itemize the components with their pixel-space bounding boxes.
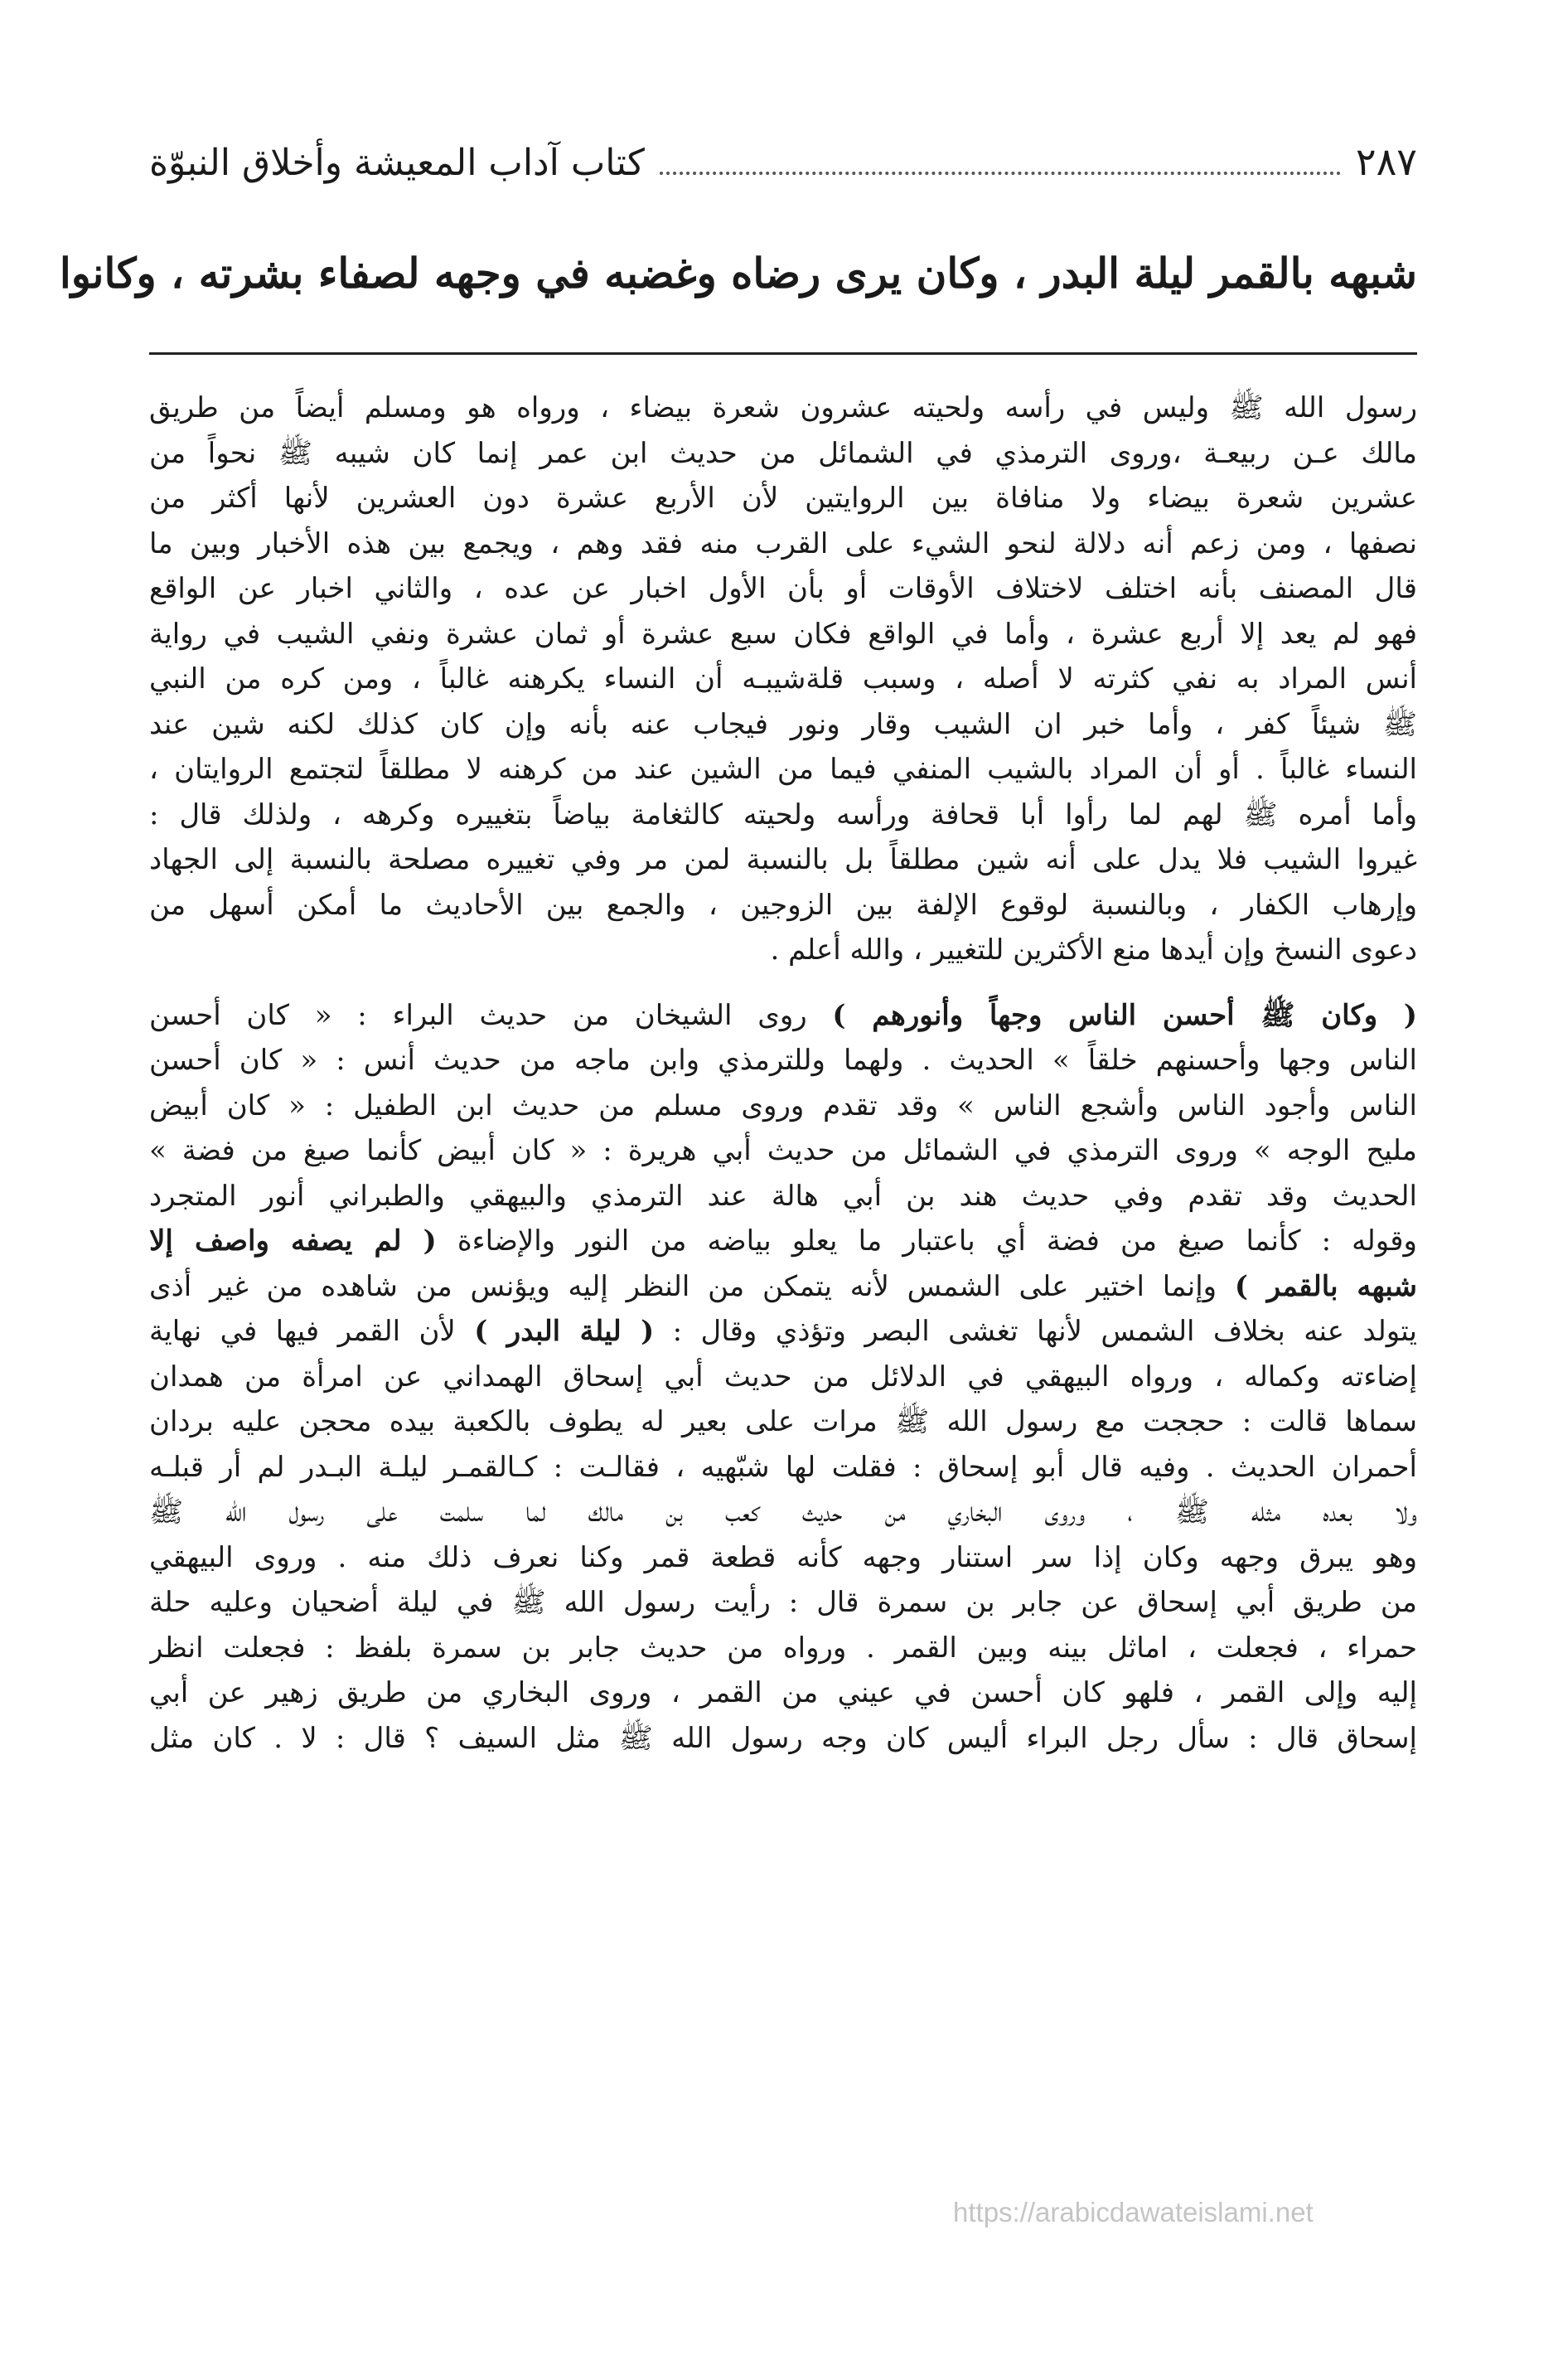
paragraph-line: إضاءته وكماله ، ورواه البيهقي في الدلائل من حديث أبي إسحاق الهمداني عن امرأة من همدان [149, 1360, 1417, 1394]
commentary-line: ﷺ شيئاً كفر ، وأما خبر ان الشيب وقار ونور فيجاب عنه بأنه وإن كان كذلك لكنه شين عند [149, 707, 1417, 741]
paragraph-line: مليح الوجه » وروى الترمذي في الشمائل من حديث أبي هريرة : « كان أبيض كأنما صيغ من فضة » [149, 1134, 1417, 1167]
commentary-line: رسول الله ﷺ وليس في رأسه ولحيته عشرون شعرة بيضاء ، ورواه هو ومسلم أيضاً من طريق [149, 391, 1417, 424]
line-text: وإنما اختير على الشمس لأنه يتمكن من النظر إليه ويؤنس من شاهده من غير أذى [149, 1269, 1235, 1303]
paragraph-line: حمراء ، فجعلت ، اماثل بينه وبين القمر . ورواه من حديث جابر بن سمرة بلفظ : فجعلت انظر [149, 1631, 1417, 1665]
watermark-url: https://arabicdawateislami.net [953, 2197, 1314, 2227]
leader-dots [660, 172, 1341, 175]
paragraph-line: إليه وإلى القمر ، فلهو كان أحسن في عيني من القمر ، وروى البخاري من طريق زهير عن أبي [149, 1676, 1417, 1709]
commentary-line: مالك عـن ربيعـة ،وروى الترمذي في الشمائل من حديث ابن عمر إنما كان شيبه ﷺ نحواً من [149, 436, 1417, 470]
commentary [149, 385, 1417, 1761]
paragraph-line: وهو يبرق وجهه وكان إذا سر استنار وجهه كأنه قطعة قمر وكنا نعرف ذلك منه . وروى البيهقي [149, 1540, 1417, 1574]
commentary-line: نصفها ، ومن زعم أنه دلالة لنحو الشيء على القرب منه فقد وهم ، ويجمع بين هذه الأخبار وبين ما [149, 526, 1417, 560]
commentary-line: دعوى النسخ وإن أيدها منع الأكثرين للتغيير ، والله أعلم . [770, 933, 1417, 967]
line-text: وقوله : كأنما صيغ من فضة أي باعتبار ما يعلو بياضه من النور والإضاءة [436, 1224, 1417, 1258]
paragraph-line: الناس وأجود الناس وأشجع الناس » وقد تقدم وروى مسلم من حديث ابن الطفيل : « كان أبيض [149, 1088, 1417, 1122]
bold-phrase: ( لم يصفه واصف إلا [149, 1224, 437, 1258]
commentary-line: النساء غالباً . أو أن المراد بالشيب المنفي فيما من الشين عند من كرهنه لا مطلقاً لتجتمع الروايتان ، [149, 753, 1417, 786]
bold-phrase: ( ليلة البدر ) [474, 1315, 655, 1348]
commentary-line: عشرين شعرة بيضاء ولا منافاة بين الروايتين لأن الأربع عشرة دون العشرين لأنها أكثر من [149, 482, 1417, 515]
paragraph-line [149, 993, 1417, 1039]
commentary-line: فهو لم يعد إلا أربع عشرة ، وأما في الواقع فكان سبع عشرة أو ثمان عشرة ونفي الشيب في رواية [149, 617, 1417, 651]
running-title: كتاب آداب المعيشة وأخلاق النبوّة [149, 142, 645, 184]
line-text: يتولد عنه بخلاف الشمس لأنها تغشى البصر وتؤذي وقال : [654, 1315, 1417, 1348]
paragraph-line: إسحاق قال : سأل رجل البراء أليس كان وجه رسول الله ﷺ مثل السيف ؟ قال : لا . كان مثل [149, 1721, 1417, 1755]
separator-rule [149, 352, 1417, 355]
commentary-line: وإرهاب الكفار ، وبالنسبة لوقوع الإلفة بين الزوجين ، والجمع بين الأحاديث ما أمكن أسهل من [149, 888, 1417, 922]
main-text: شبهه بالقمر ليلة البدر ، وكان يرى رضاه وغضبه في وجهه لصفاء بشرته ، وكانوا [59, 249, 1417, 298]
commentary-line: وأما أمره ﷺ لهم لما رأوا أبا قحافة ورأسه ولحيته كالثغامة بياضاً بتغييره وكرهه ، ولذلك قال : [149, 797, 1417, 831]
commentary-line: أنس المراد به نفي كثرته لا أصله ، وسبب قلةشيبـه أن النساء يكرهنه غالباً ، ومن كره من النبي [149, 662, 1417, 696]
paragraph-line [149, 1219, 1417, 1264]
paragraph-line [149, 1309, 1417, 1355]
paragraph-line: أحمران الحديث . وفيه قال أبو إسحاق : فقلت لها شبّهيه ، فقالـت : كـالقمـر ليلـة البـدر لم أر قبلـه [149, 1450, 1417, 1484]
page-header [149, 139, 1417, 184]
paragraph-line: من طريق أبي إسحاق عن جابر بن سمرة قال : رأيت رسول الله ﷺ في ليلة أضحيان وعليه حلة [149, 1586, 1417, 1619]
paragraph-line: الحديث وقد تقدم وفي حديث هند بن أبي هالة عند الترمذي والبيهقي والطبراني أنور المتجرد [149, 1179, 1417, 1213]
bold-phrase: شبهه بالقمر ) [1234, 1269, 1417, 1303]
line-text: روى الشيخان من حديث البراء : « كان أحسن [149, 998, 833, 1032]
page-number: ٢٨٧ [1355, 139, 1417, 184]
paragraph-line: الناس وجها وأحسنهم خلقاً » الحديث . ولهما وللترمذي وابن ماجه من حديث أنس : « كان أحسن [149, 1044, 1417, 1077]
paragraph-line [149, 1264, 1417, 1310]
paragraph-line: سماها قالت : حججت مع رسول الله ﷺ مرات على بعير له يطوف بالكعبة بيده محجن عليه بردان [149, 1405, 1417, 1438]
bold-phrase: ( وكان ﷺ أحسن الناس وجهاً وأنورهم ) [832, 998, 1417, 1032]
line-text: لأن القمر فيها في نهاية [149, 1315, 475, 1348]
paragraph-line: ولا بعده مثله ﷺ ، وروى البخاري من حديث كعب بن مالك لما سلمت على رسول الله ﷺ [149, 1495, 1417, 1529]
commentary-line: قال المصنف بأنه اختلف لاختلاف الأوقات أو بأن الأول اخبار عن عده ، والثاني اخبار عن الواقع [149, 572, 1417, 605]
commentary-line: غيروا الشيب فلا يدل على أنه شين مطلقاً بل بالنسبة لمن مر وفي تغييره مصلحة بالنسبة إلى الجهاد [149, 843, 1417, 876]
